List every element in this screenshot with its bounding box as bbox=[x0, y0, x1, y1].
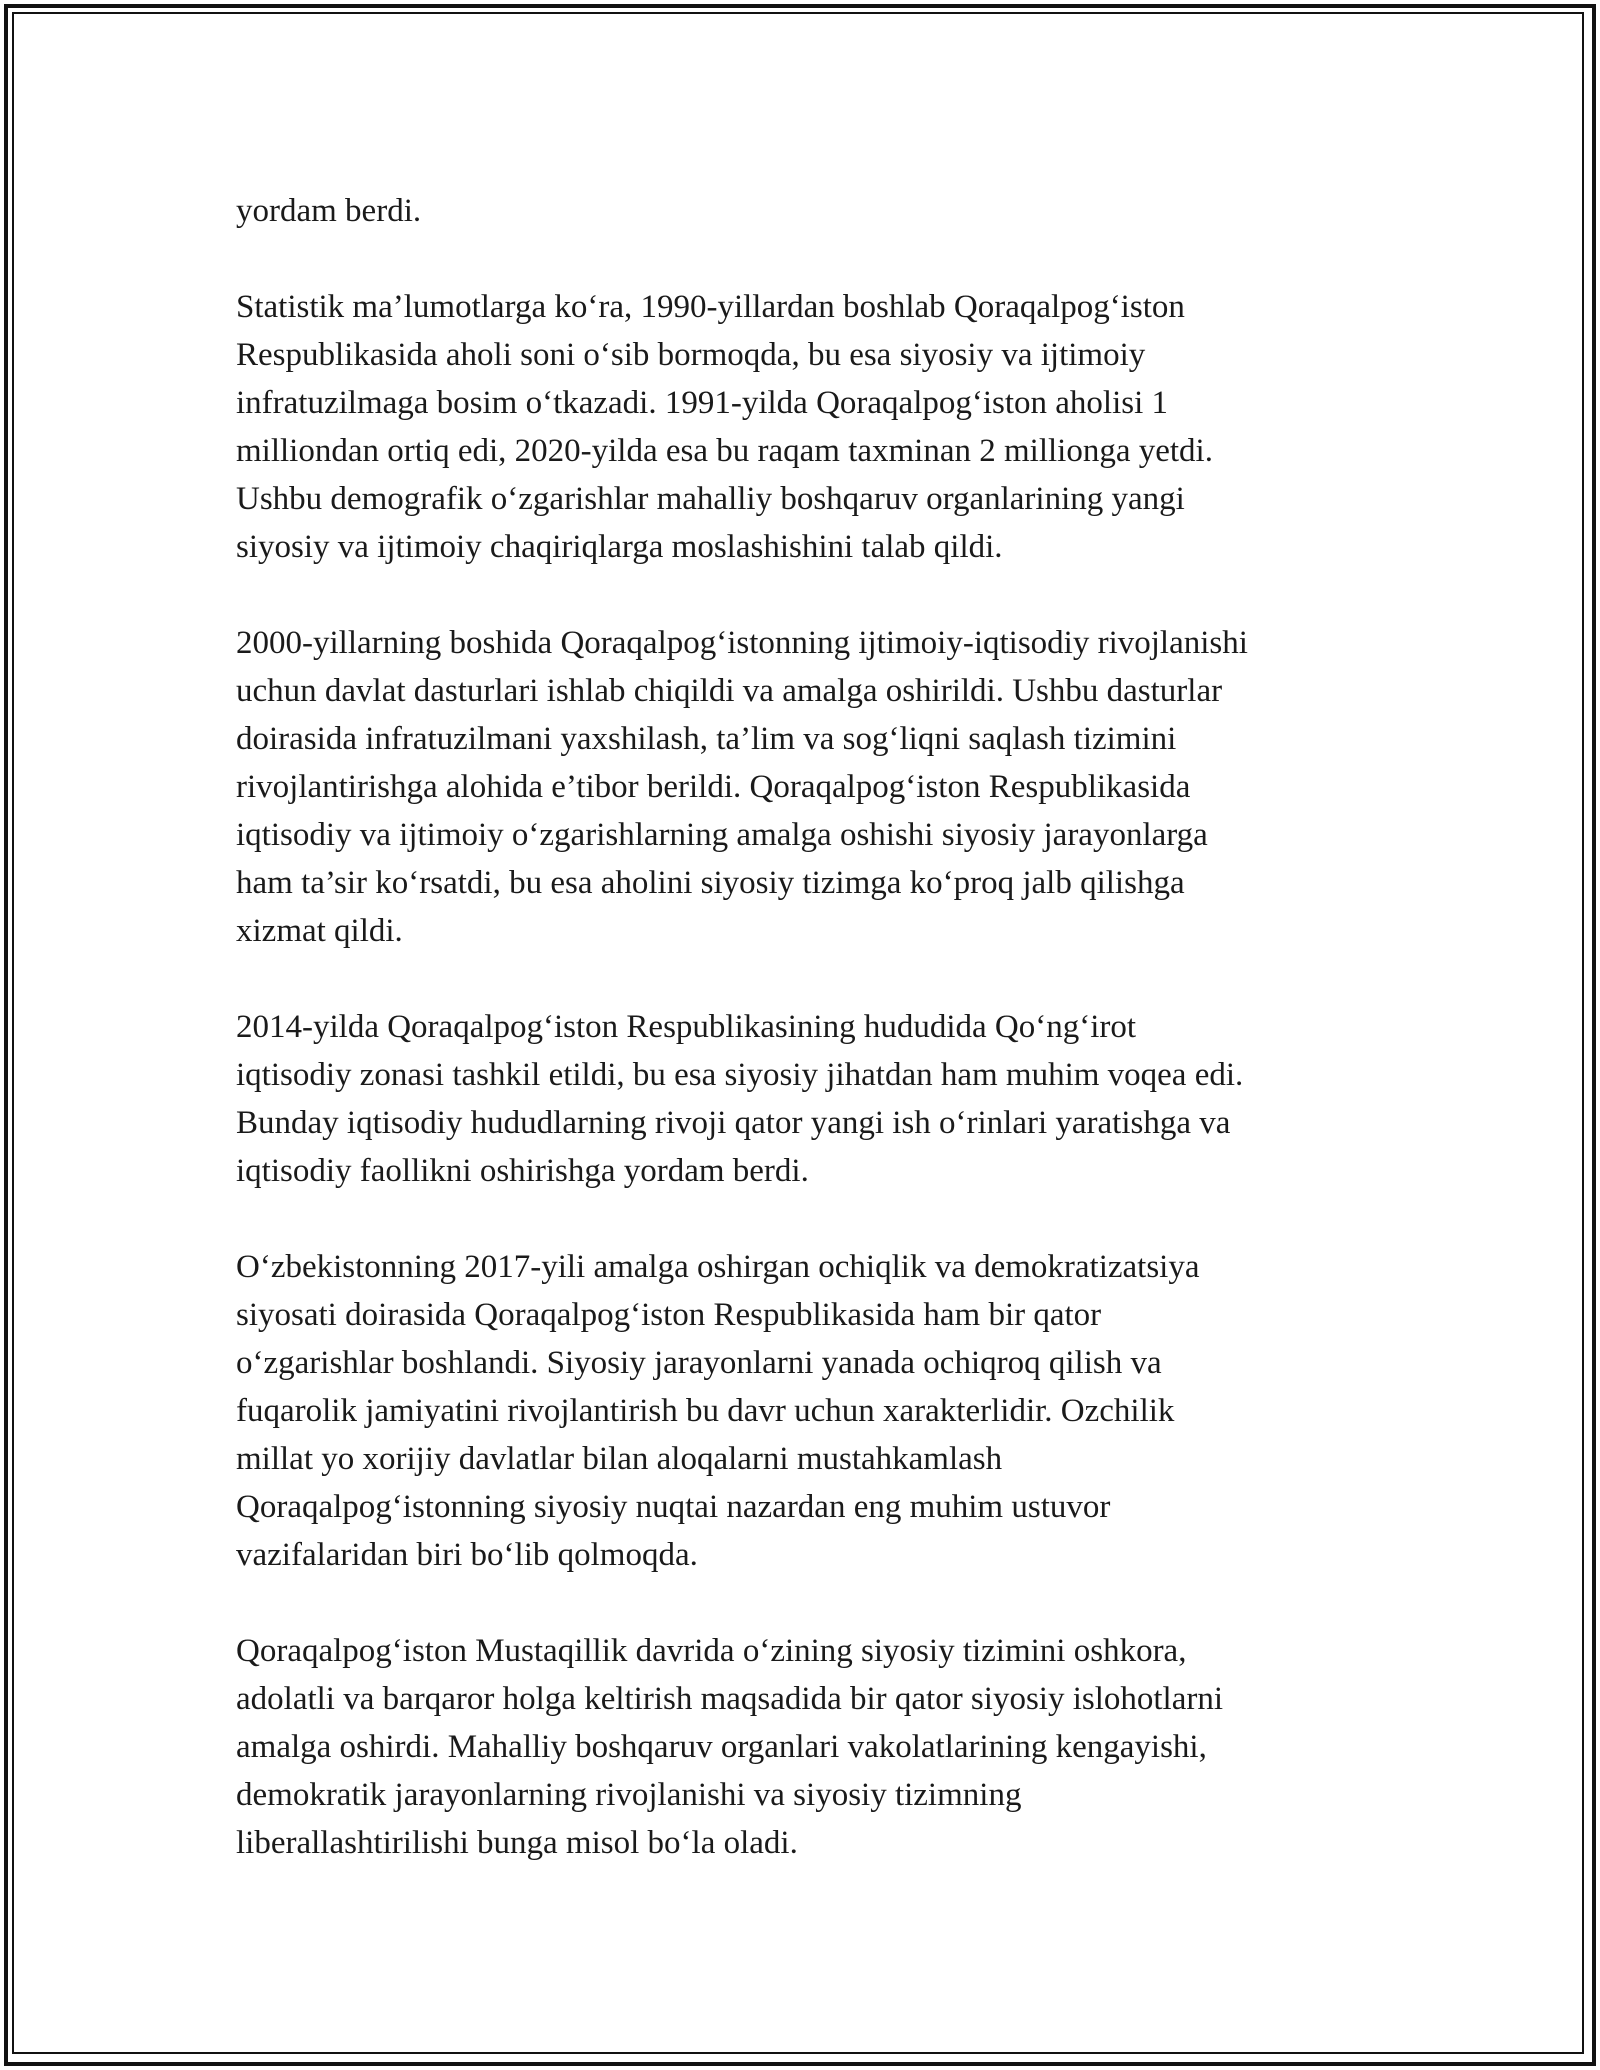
text-line: adolatli va barqaror holga keltirish maqsadida bir qator siyosiy islohotlarni bbox=[236, 1681, 1224, 1717]
text-line: siyosati doirasida Qoraqalpog‘iston Respublikasida ham bir qator bbox=[236, 1297, 1102, 1333]
text-line: siyosiy va ijtimoiy chaqiriqlarga moslashishini talab qildi. bbox=[236, 529, 1003, 565]
paragraph bbox=[236, 1243, 1386, 1579]
text-line: vazifalaridan biri bo‘lib qolmoqda. bbox=[236, 1537, 698, 1573]
text-line: infratuzilmaga bosim o‘tkazadi. 1991-yilda Qoraqalpog‘iston aholisi 1 bbox=[236, 385, 1169, 421]
text-line: xizmat qildi. bbox=[236, 913, 403, 949]
text-line: demokratik jarayonlarning rivojlanishi va siyosiy tizimning bbox=[236, 1777, 1022, 1813]
text-line: millat yo xorijiy davlatlar bilan aloqalarni mustahkamlash bbox=[236, 1441, 1003, 1477]
text-line: iqtisodiy faollikni oshirishga yordam berdi. bbox=[236, 1153, 809, 1189]
text-line: uchun davlat dasturlari ishlab chiqildi va amalga oshirildi. Ushbu dasturlar bbox=[236, 673, 1223, 709]
text-line: amalga oshirdi. Mahalliy boshqaruv organlari vakolatlarining kengayishi, bbox=[236, 1729, 1207, 1765]
text-line: liberallashtirilishi bunga misol bo‘la oladi. bbox=[236, 1825, 798, 1861]
paragraph bbox=[236, 1627, 1386, 1867]
text-line: rivojlantirishga alohida e’tibor berildi. Qoraqalpog‘iston Respublikasida bbox=[236, 769, 1191, 805]
paragraph bbox=[236, 1003, 1386, 1195]
text-line: o‘zgarishlar boshlandi. Siyosiy jarayonlarni yanada ochiqroq qilish va bbox=[236, 1345, 1162, 1381]
text-line: yordam berdi. bbox=[236, 193, 422, 229]
text-line: Ushbu demografik o‘zgarishlar mahalliy boshqaruv organlarining yangi bbox=[236, 481, 1185, 517]
paragraph bbox=[236, 283, 1386, 571]
paragraph bbox=[236, 619, 1386, 955]
text-line: Qoraqalpog‘istonning siyosiy nuqtai nazardan eng muhim ustuvor bbox=[236, 1489, 1111, 1525]
text-line: doirasida infratuzilmani yaxshilash, ta’lim va sog‘liqni saqlash tizimini bbox=[236, 721, 1177, 757]
text-line: Bunday iqtisodiy hududlarning rivoji qator yangi ish o‘rinlari yaratishga va bbox=[236, 1105, 1231, 1141]
text-line: iqtisodiy va ijtimoiy o‘zgarishlarning amalga oshishi siyosiy jarayonlarga bbox=[236, 817, 1208, 853]
text-line: Statistik ma’lumotlarga ko‘ra, 1990-yillardan boshlab Qoraqalpog‘iston bbox=[236, 289, 1185, 325]
text-line: milliondan ortiq edi, 2020-yilda esa bu raqam taxminan 2 millionga yetdi. bbox=[236, 433, 1213, 469]
text-line: Qoraqalpog‘iston Mustaqillik davrida o‘zining siyosiy tizimini oshkora, bbox=[236, 1633, 1187, 1669]
text-line: Respublikasida aholi soni o‘sib bormoqda, bu esa siyosiy va ijtimoiy bbox=[236, 337, 1146, 373]
document-body bbox=[236, 187, 1386, 1915]
paragraph bbox=[236, 187, 1386, 235]
text-line: iqtisodiy zonasi tashkil etildi, bu esa siyosiy jihatdan ham muhim voqea edi. bbox=[236, 1057, 1244, 1093]
text-line: 2014-yilda Qoraqalpog‘iston Respublikasining hududida Qo‘ng‘irot bbox=[236, 1009, 1137, 1045]
text-line: fuqarolik jamiyatini rivojlantirish bu davr uchun xarakterlidir. Ozchilik bbox=[236, 1393, 1175, 1429]
text-line: ham ta’sir ko‘rsatdi, bu esa aholini siyosiy tizimga ko‘proq jalb qilishga bbox=[236, 865, 1185, 901]
text-line: 2000-yillarning boshida Qoraqalpog‘istonning ijtimoiy-iqtisodiy rivojlanishi bbox=[236, 625, 1248, 661]
text-line: O‘zbekistonning 2017-yili amalga oshirgan ochiqlik va demokratizatsiya bbox=[236, 1249, 1200, 1285]
